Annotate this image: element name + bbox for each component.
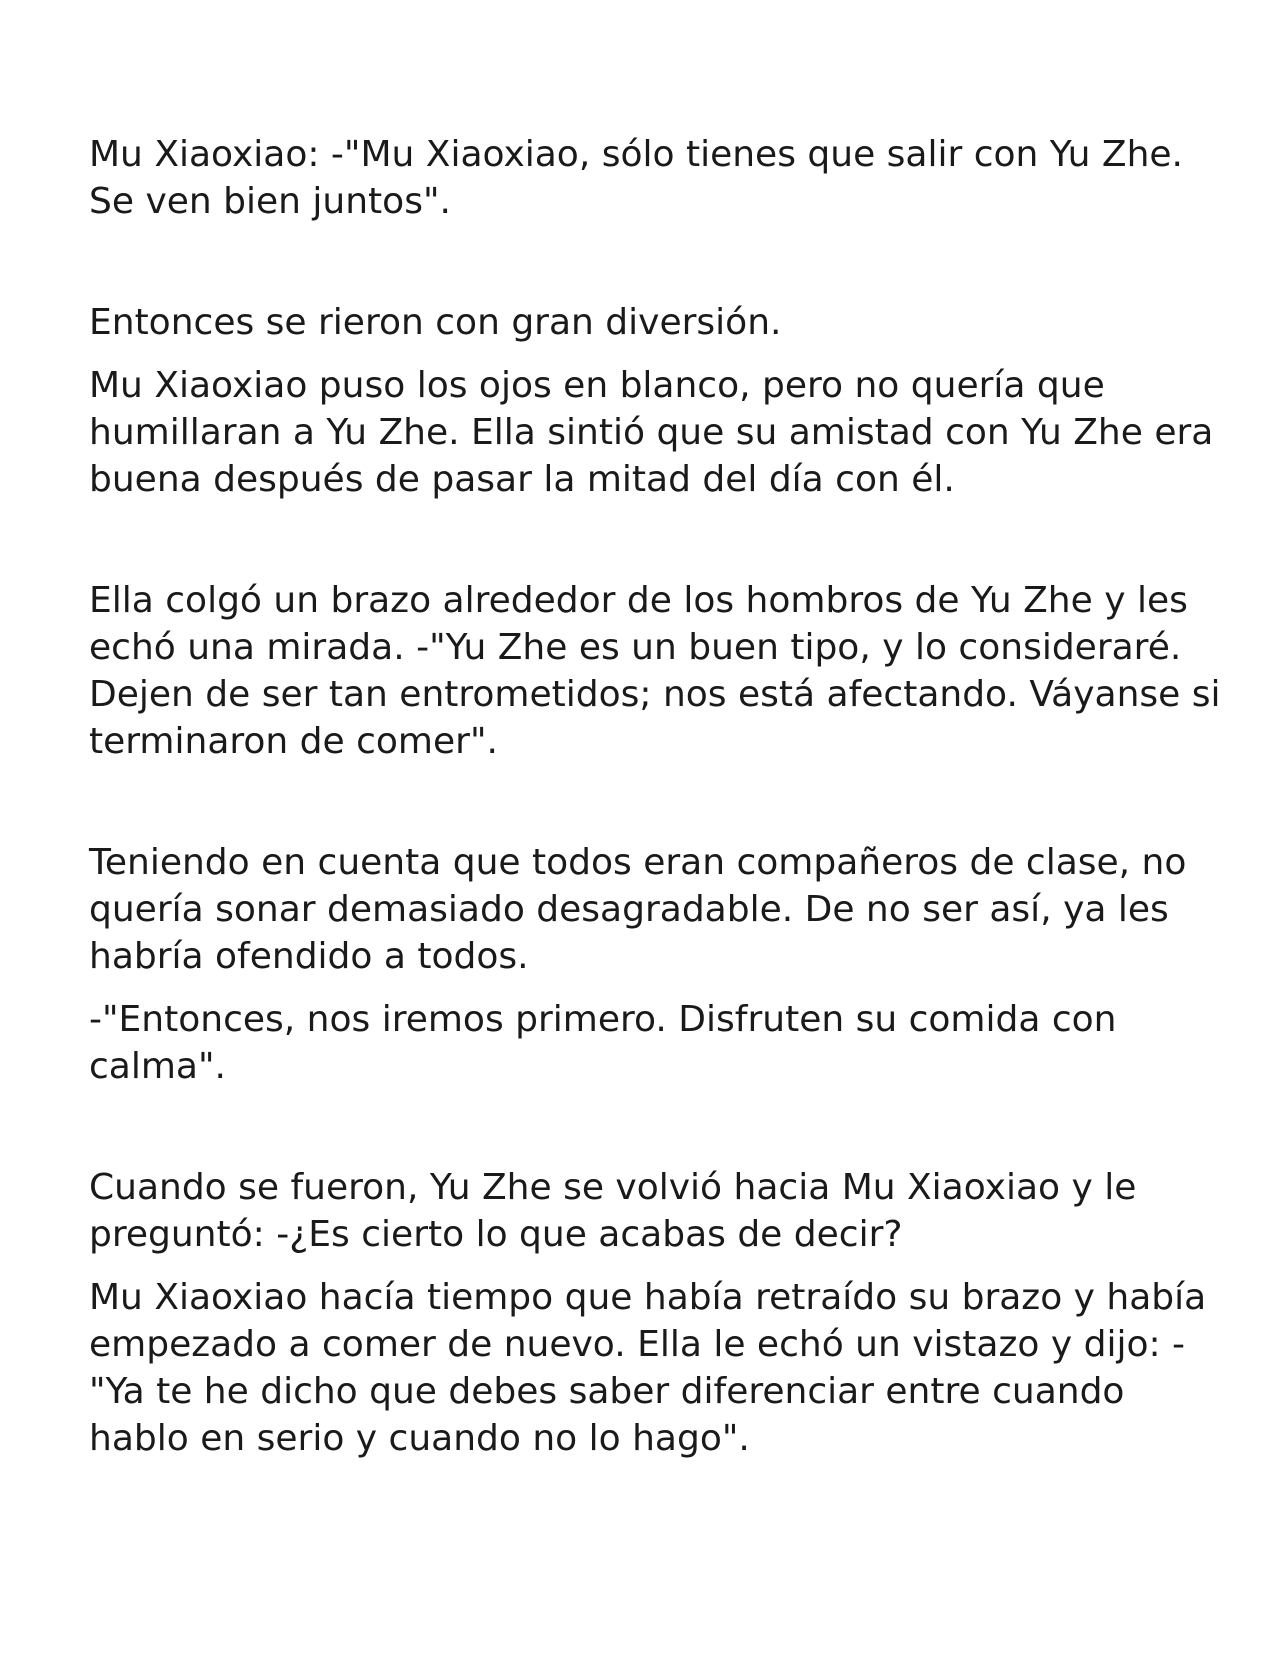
paragraph-7: Cuando se fueron, Yu Zhe se volvió hacia Mu Xiaoxiao y le preguntó: -¿Es cierto lo que acabas de decir?	[89, 1167, 1137, 1255]
paragraph-8: Mu Xiaoxiao hacía tiempo que había retraído su brazo y había empezado a comer de nuevo. Ella le echó un vistazo y dijo: -"Ya te he dicho que debes saber diferenciar entre cuando hablo en serio y cuando no lo hago".	[89, 1277, 1207, 1459]
paragraph-5: Teniendo en cuenta que todos eran compañeros de clase, no quería sonar demasiado desagradable. De no ser así, ya les habría ofendido a todos.	[89, 842, 1187, 977]
document-body	[89, 131, 1229, 1462]
paragraph-1: Mu Xiaoxiao: -"Mu Xiaoxiao, sólo tienes que salir con Yu Zhe. Se ven bien juntos".	[89, 134, 1183, 222]
paragraph-2: Entonces se rieron con gran diversión.	[89, 302, 782, 343]
paragraph-3: Mu Xiaoxiao puso los ojos en blanco, pero no quería que humillaran a Yu Zhe. Ella sintió que su amistad con Yu Zhe era buena después de pasar la mitad del día con él.	[89, 365, 1214, 500]
paragraph-4: Ella colgó un brazo alrededor de los hombros de Yu Zhe y les echó una mirada. -"Yu Zhe es un buen tipo, y lo consideraré. Dejen de ser tan entrometidos; nos está afectando. Váyanse si terminaron de comer".	[89, 580, 1221, 762]
paragraph-6: -"Entonces, nos iremos primero. Disfruten su comida con calma".	[89, 999, 1117, 1087]
